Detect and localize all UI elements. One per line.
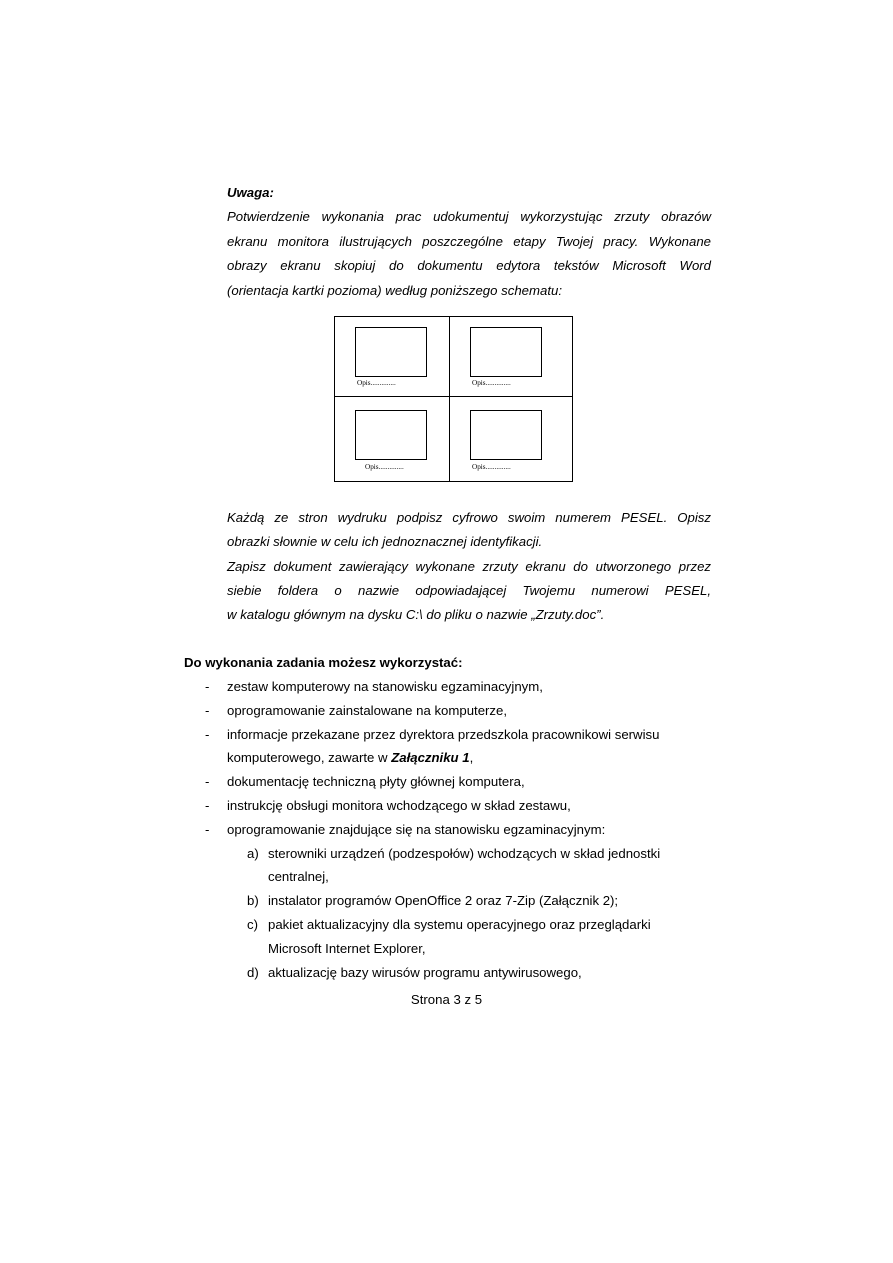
list-item-text: zestaw komputerowy na stanowisku egzaminacyjnym, — [227, 679, 543, 694]
note-line: obrazy ekranu skopiuj do dokumentu edytora tekstów Microsoft Word — [227, 258, 711, 273]
list-item — [184, 723, 724, 771]
letter-marker: d) — [247, 964, 259, 980]
sublist-item — [184, 913, 693, 961]
instruction-line: Każdą ze stron wydruku podpisz cyfrowo swoim numerem PESEL. Opisz — [227, 510, 711, 525]
signing-instructions — [227, 506, 711, 627]
list-item-text: oprogramowanie zainstalowane na komputerze, — [227, 702, 508, 718]
sublist-item-text: pakiet aktualizacyjny dla systemu operacyjnego oraz przeglądarki Microsoft Internet Explorer, — [268, 916, 651, 956]
note-line: (orientacja kartki pozioma) według poniższego schematu: — [227, 282, 562, 298]
list-item-text: oprogramowanie znajdujące się na stanowisku egzaminacyjnym: — [227, 821, 606, 837]
sublist-item-text: sterowniki urządzeń (podzespołów) wchodzących w skład jednostki centralnej, — [268, 845, 661, 885]
screenshot-caption: Opis.............. — [357, 379, 396, 387]
page-number-current: 3 — [453, 992, 461, 1007]
screenshot-placeholder — [355, 327, 427, 377]
letter-marker: c) — [247, 916, 258, 932]
screenshot-placeholder — [470, 327, 542, 377]
sublist-item-text: instalator programów OpenOffice 2 oraz 7-Zip (Załącznik 2); — [268, 893, 619, 909]
letter-marker: a) — [247, 845, 259, 861]
note-line: ekranu monitora ilustrujących poszczególne etapy Twojej pracy. Wykonane — [227, 233, 711, 249]
note-line: Potwierdzenie wykonania prac udokumentuj wykorzystując zrzuty obrazów — [227, 209, 711, 224]
screenshot-placeholder — [355, 410, 427, 460]
page-number-suffix: z 5 — [460, 992, 483, 1007]
list-item-text: dokumentację techniczną płyty głównej komputera, — [227, 774, 525, 790]
list-item — [184, 818, 724, 842]
instruction-line: siebie foldera o nazwie odpowiadającej Twojemu numerowi PESEL, — [227, 582, 711, 598]
sublist-item-text: aktualizację bazy wirusów programu antywirusowego, — [268, 964, 582, 980]
page-footer — [0, 992, 893, 1007]
list-item-text: , — [469, 750, 474, 766]
instruction-line: obrazki słownie w celu ich jednoznacznej identyfikacji. — [227, 534, 543, 550]
resources-list — [184, 675, 724, 842]
list-item — [184, 675, 724, 699]
list-item — [184, 770, 724, 794]
dash-marker: - — [205, 726, 210, 742]
dash-marker: - — [205, 702, 210, 718]
note-heading: Uwaga: — [227, 185, 274, 200]
dash-marker: - — [205, 774, 210, 790]
instruction-line: w katalogu głównym na dysku C:\ do pliku o nazwie „Zrzuty.doc”. — [227, 607, 605, 623]
list-item-text: informacje przekazane przez dyrektora przedszkola pracownikowi serwisu — [227, 726, 660, 742]
list-item-text: instrukcję obsługi monitora wchodzącego w skład zestawu, — [227, 797, 571, 813]
screenshot-caption: Opis.............. — [472, 463, 511, 471]
dash-marker: - — [205, 797, 210, 813]
attachment-reference: Załączniku 1 — [391, 750, 470, 766]
software-sublist — [184, 842, 724, 985]
sublist-item — [184, 961, 693, 985]
list-item — [184, 794, 724, 818]
diagram-divider-horizontal — [335, 396, 572, 397]
screenshot-caption: Opis.............. — [472, 379, 511, 387]
dash-marker: - — [205, 679, 210, 694]
diagram-divider-vertical — [449, 317, 450, 481]
sublist-item — [184, 842, 693, 890]
note-section — [227, 181, 711, 303]
instruction-line: Zapisz dokument zawierający wykonane zrzuty ekranu do utworzonego przez — [227, 558, 711, 574]
screenshot-placeholder — [470, 410, 542, 460]
list-item-text: komputerowego, zawarte w — [227, 750, 392, 766]
resources-title: Do wykonania zadania możesz wykorzystać: — [184, 655, 463, 670]
screenshot-caption: Opis.............. — [365, 463, 404, 471]
dash-marker: - — [205, 821, 210, 837]
page-number-prefix: Strona — [410, 992, 454, 1007]
screenshot-layout-diagram — [334, 316, 573, 482]
list-item — [184, 699, 724, 723]
resources-section — [184, 651, 724, 984]
letter-marker: b) — [247, 893, 259, 909]
sublist-item — [184, 889, 693, 913]
